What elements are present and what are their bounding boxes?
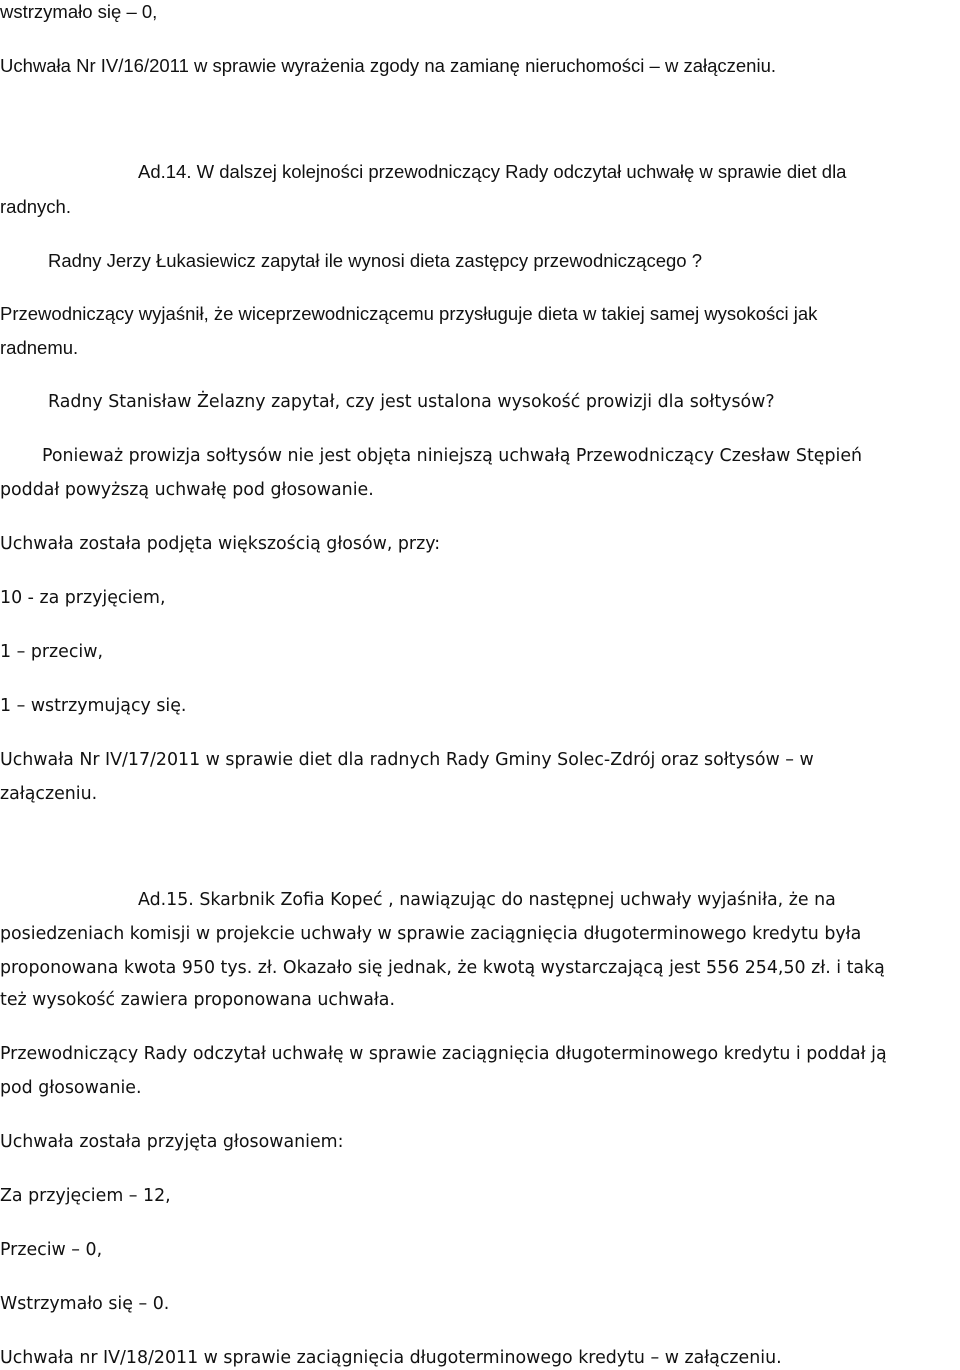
text-line: Za przyjęciem – 12, [0, 1186, 171, 1206]
text-line: Uchwała została podjęta większością głosów, przy: [0, 534, 441, 554]
text-line: pod głosowanie. [0, 1078, 142, 1098]
text-line: Uchwała nr IV/18/2011 w sprawie zaciągnięcia długoterminowego kredytu – w załączeniu. [0, 1348, 782, 1368]
text-line: Uchwała została przyjęta głosowaniem: [0, 1132, 344, 1152]
text-line: Radny Stanisław Żelazny zapytał, czy jest ustalona wysokość prowizji dla sołtysów? [48, 392, 775, 412]
text-line: posiedzeniach komisji w projekcie uchwały w sprawie zaciągnięcia długoterminowego kredytu była [0, 924, 862, 944]
text-line: radnemu. [0, 337, 79, 358]
text-line: 1 – przeciw, [0, 642, 103, 662]
text-line: też wysokość zawiera proponowana uchwała. [0, 990, 395, 1010]
text-line: Radny Jerzy Łukasiewicz zapytał ile wynosi dieta zastępcy przewodniczącego ? [48, 250, 702, 271]
text-line: Uchwała Nr IV/17/2011 w sprawie diet dla radnych Rady Gminy Solec-Zdrój oraz sołtysów – w [0, 750, 814, 770]
text-line: załączeniu. [0, 784, 98, 804]
text-line: Przeciw – 0, [0, 1240, 103, 1260]
text-line: proponowana kwota 950 tys. zł. Okazało się jednak, że kwotą wystarczającą jest 556 254,50 zł. i taką [0, 958, 885, 978]
text-line: Ad.14. W dalszej kolejności przewodniczący Rady odczytał uchwałę w sprawie diet dla [138, 161, 847, 182]
text-line: Przewodniczący wyjaśnił, że wiceprzewodniczącemu przysługuje dieta w takiej samej wysokości jak [0, 303, 818, 324]
text-line: wstrzymało się – 0, [0, 1, 158, 22]
text-line: poddał powyższą uchwałę pod głosowanie. [0, 480, 374, 500]
text-line: Ad.15. Skarbnik Zofia Kopeć , nawiązując do następnej uchwały wyjaśniła, że na [138, 890, 836, 910]
text-line: 10 - za przyjęciem, [0, 588, 166, 608]
text-line: Wstrzymało się – 0. [0, 1294, 170, 1314]
text-line: Uchwała Nr IV/16/2011 w sprawie wyrażenia zgody na zamianę nieruchomości – w załączeniu. [0, 55, 777, 76]
text-line: Przewodniczący Rady odczytał uchwałę w sprawie zaciągnięcia długoterminowego kredytu i poddał ją [0, 1044, 887, 1064]
text-line: Ponieważ prowizja sołtysów nie jest objęta niniejszą uchwałą Przewodniczący Czesław Stępień [42, 446, 863, 466]
text-line: 1 – wstrzymujący się. [0, 696, 187, 716]
text-line: radnych. [0, 196, 71, 217]
